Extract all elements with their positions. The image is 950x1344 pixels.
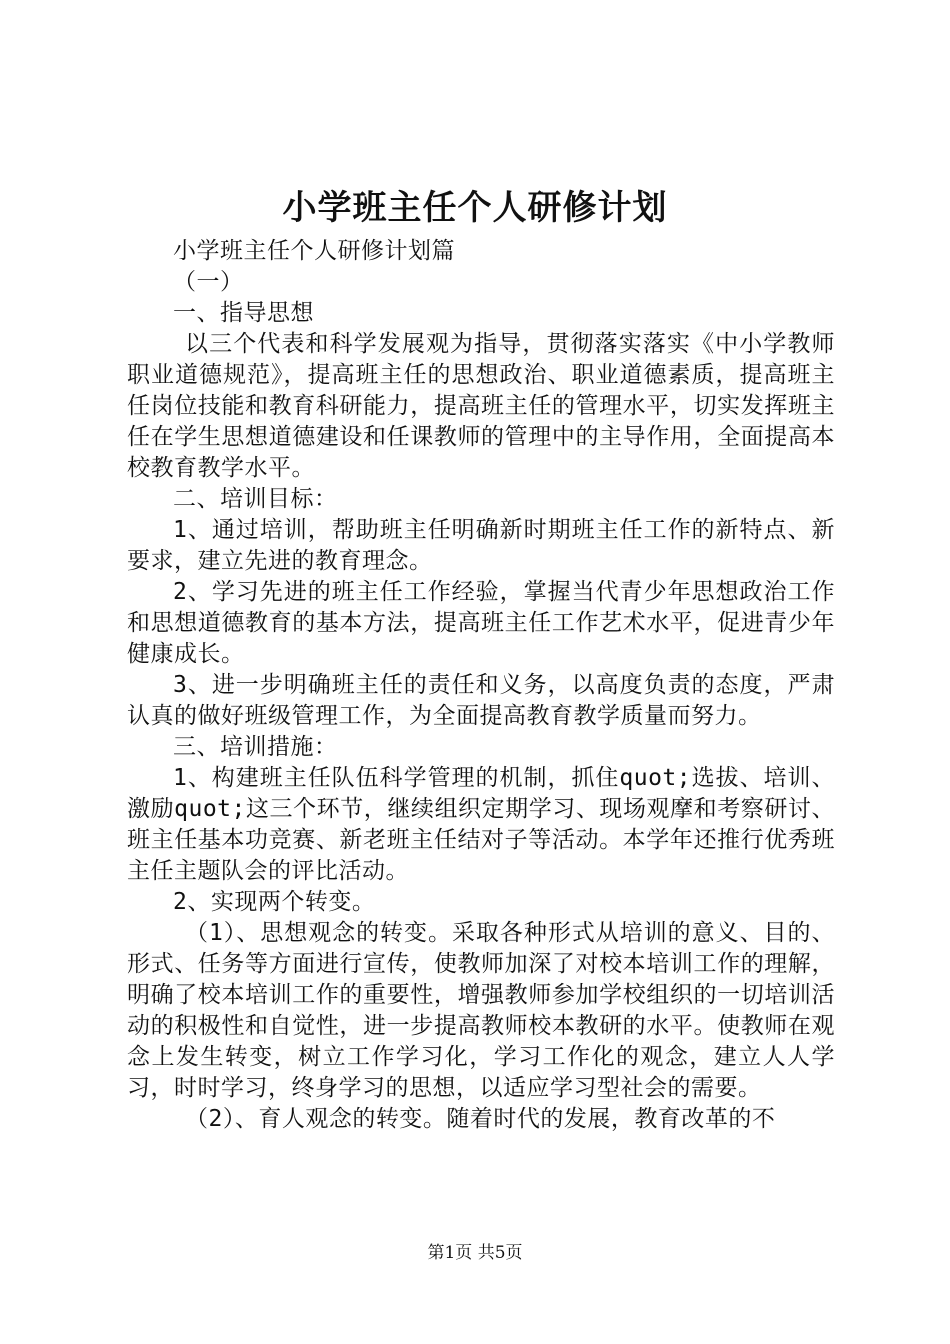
paragraph-goal-3: 3、进一步明确班主任的责任和义务，以高度负责的态度，严肃认真的做好班级管理工作，为全面提高教育教学质量而努力。 [127,672,835,729]
heading-training-goals: 二、培训目标： [173,486,338,512]
heading-guiding-thought: 一、指导思想 [173,300,314,326]
paragraph-measure-2-2: （2）、育人观念的转变。随着时代的发展，教育改革的不 [185,1106,776,1132]
heading-training-measures: 三、培训措施： [173,734,338,760]
paragraph-guiding-thought: 以三个代表和科学发展观为指导，贯彻落实落实《中小学教师职业道德规范》，提高班主任的思想政治、职业道德素质，提高班主任岗位技能和教育科研能力，提高班主任的管理水平，切实发挥班主任在学生思想道德建设和任课教师的管理中的主导作用，全面提高本校教育教学水平。 [127,331,835,481]
paragraph-measure-1: 1、构建班主任队伍科学管理的机制，抓住quot;选拔、培训、激励quot;这三个环节，继续组织定期学习、现场观摩和考察研讨、班主任基本功竞赛、新老班主任结对子等活动。本学年还推行优秀班主任主题队会的评比活动。 [127,765,835,884]
paragraph-goal-2: 2、学习先进的班主任工作经验，掌握当代青少年思想政治工作和思想道德教育的基本方法，提高班主任工作艺术水平，促进青少年健康成长。 [127,579,835,667]
document-title: 小学班主任个人研修计划 [282,188,668,228]
paragraph-measure-2-1: （1）、思想观念的转变。采取各种形式从培训的意义、目的、形式、任务等方面进行宣传，使教师加深了对校本培训工作的理解，明确了校本培训工作的重要性，增强教师参加学校组织的一切培训活动的积极性和自觉性，进一步提高教师校本教研的水平。使教师在观念上发生转变，树立工作学习化，学习工作化的观念，建立人人学习，时时学习，终身学习的思想，以适应学习型社会的需要。 [127,920,835,1101]
page-footer: 第1页 共5页 [427,1243,523,1263]
paragraph-section-number: （一） [173,269,244,295]
paragraph-goal-1: 1、通过培训，帮助班主任明确新时期班主任工作的新特点、新要求，建立先进的教育理念。 [127,517,835,574]
document-body [127,236,835,1135]
paragraph-subtitle: 小学班主任个人研修计划篇 [173,238,455,264]
paragraph-measure-2: 2、实现两个转变。 [173,889,376,915]
